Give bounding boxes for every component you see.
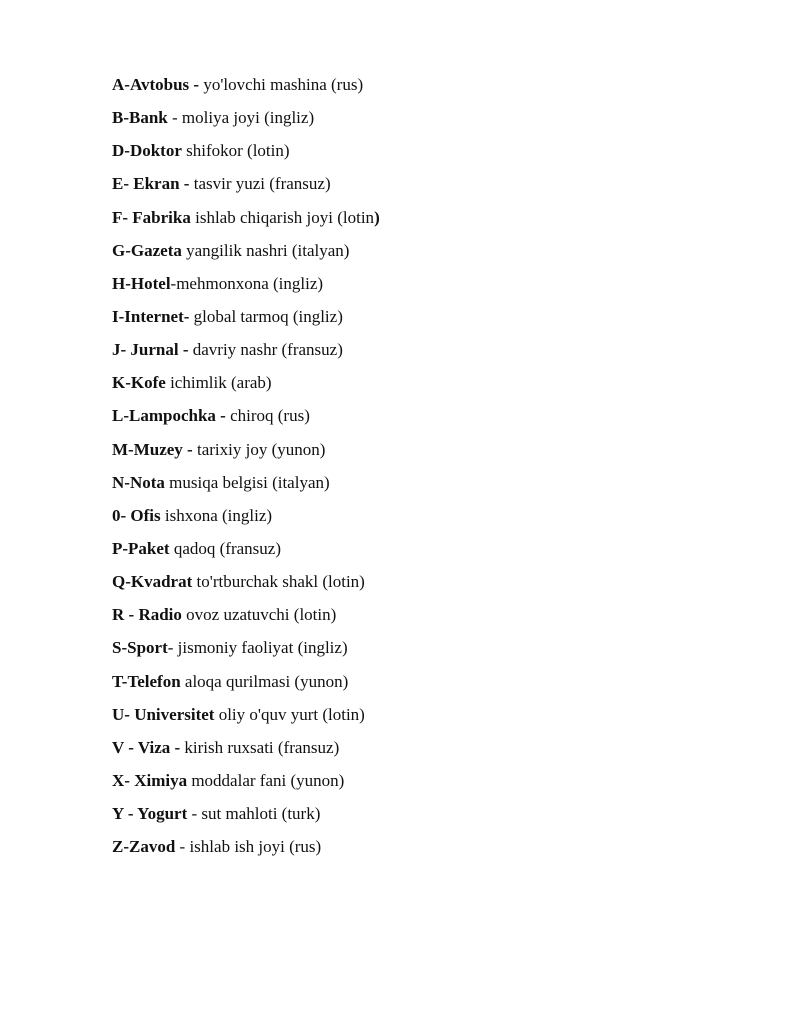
list-item xyxy=(112,439,380,472)
entry-definition: - ishlab ish joyi (rus) xyxy=(175,837,322,857)
list-item xyxy=(112,173,380,206)
entry-term: 0- Ofis xyxy=(112,505,161,525)
entry-definition: ovoz uzatuvchi (lotin) xyxy=(181,605,337,625)
entry-definition: to'rtburchak shakl (lotin) xyxy=(192,572,365,592)
entry-term: X- Ximiya xyxy=(112,770,188,790)
list-item xyxy=(112,671,380,704)
entry-term: V - Viza - xyxy=(112,737,181,757)
entry-term: P-Paket xyxy=(112,538,170,558)
list-item xyxy=(112,836,380,869)
entry-definition: davriy nashr (fransuz) xyxy=(188,340,343,360)
entry-definition: -mehmonxona (ingliz) xyxy=(170,273,324,293)
list-item xyxy=(112,107,380,140)
entry-closing-paren: ) xyxy=(374,207,380,227)
entry-term: D-Doktor xyxy=(112,141,182,161)
list-item xyxy=(112,306,380,339)
list-item xyxy=(112,74,380,107)
entry-term: L-Lampochka - xyxy=(112,406,226,426)
entry-term: B-Bank xyxy=(112,108,168,128)
entry-definition: qadoq (fransuz) xyxy=(169,538,281,558)
list-item xyxy=(112,604,380,637)
entry-definition: chiroq (rus) xyxy=(225,406,310,426)
entry-term: I-Internet- xyxy=(112,306,190,326)
entry-definition: moddalar fani (yunon) xyxy=(187,770,345,790)
entry-term: U- Universitet xyxy=(112,704,215,724)
list-item xyxy=(112,140,380,173)
list-item xyxy=(112,704,380,737)
entry-definition: ishlab chiqarish joyi (lotin xyxy=(190,207,375,227)
list-item xyxy=(112,273,380,306)
list-item xyxy=(112,472,380,505)
entry-term: E- Ekran - xyxy=(112,174,190,194)
list-item xyxy=(112,770,380,803)
entry-term: H-Hotel xyxy=(112,273,171,293)
entry-definition: - jismoniy faoliyat (ingliz) xyxy=(167,638,348,658)
list-item xyxy=(112,538,380,571)
list-item xyxy=(112,637,380,670)
entry-term: J- Jurnal - xyxy=(112,340,189,360)
entry-definition: kirish ruxsati (fransuz) xyxy=(180,737,340,757)
entry-term: G-Gazeta xyxy=(112,240,182,260)
entry-term: K-Kofe xyxy=(112,373,166,393)
list-item xyxy=(112,737,380,770)
entry-term: Z-Zavod xyxy=(112,837,176,857)
list-item xyxy=(112,240,380,273)
entry-definition: shifokor (lotin) xyxy=(181,141,290,161)
entry-term: M-Muzey - xyxy=(112,439,193,459)
entry-definition: yangilik nashri (italyan) xyxy=(181,240,350,260)
entry-term: R - Radio xyxy=(112,605,182,625)
entry-definition: musiqa belgisi (italyan) xyxy=(164,472,330,492)
entry-definition: tarixiy joy (yunon) xyxy=(192,439,326,459)
word-list xyxy=(112,74,380,869)
entry-definition: ichimlik (arab) xyxy=(165,373,272,393)
entry-term: N-Nota xyxy=(112,472,165,492)
entry-definition: - sut mahloti (turk) xyxy=(187,804,321,824)
entry-definition: oliy o'quv yurt (lotin) xyxy=(214,704,365,724)
list-item xyxy=(112,372,380,405)
list-item xyxy=(112,339,380,372)
list-item xyxy=(112,505,380,538)
entry-definition: tasvir yuzi (fransuz) xyxy=(189,174,331,194)
entry-term: Q-Kvadrat xyxy=(112,572,193,592)
entry-term: F- Fabrika xyxy=(112,207,191,227)
entry-definition: aloqa qurilmasi (yunon) xyxy=(180,671,349,691)
entry-definition: yo'lovchi mashina (rus) xyxy=(199,75,364,94)
entry-definition: ishxona (ingliz) xyxy=(160,505,273,525)
entry-definition: global tarmoq (ingliz) xyxy=(189,306,343,326)
list-item xyxy=(112,803,380,836)
entry-term: T-Telefon xyxy=(112,671,181,691)
entry-term: S-Sport xyxy=(112,638,168,658)
entry-definition: - moliya joyi (ingliz) xyxy=(167,108,315,128)
entry-term: Y - Yogurt xyxy=(112,804,188,824)
entry-term: A-Avtobus - xyxy=(112,75,200,94)
list-item xyxy=(112,571,380,604)
list-item xyxy=(112,207,380,240)
list-item xyxy=(112,405,380,438)
